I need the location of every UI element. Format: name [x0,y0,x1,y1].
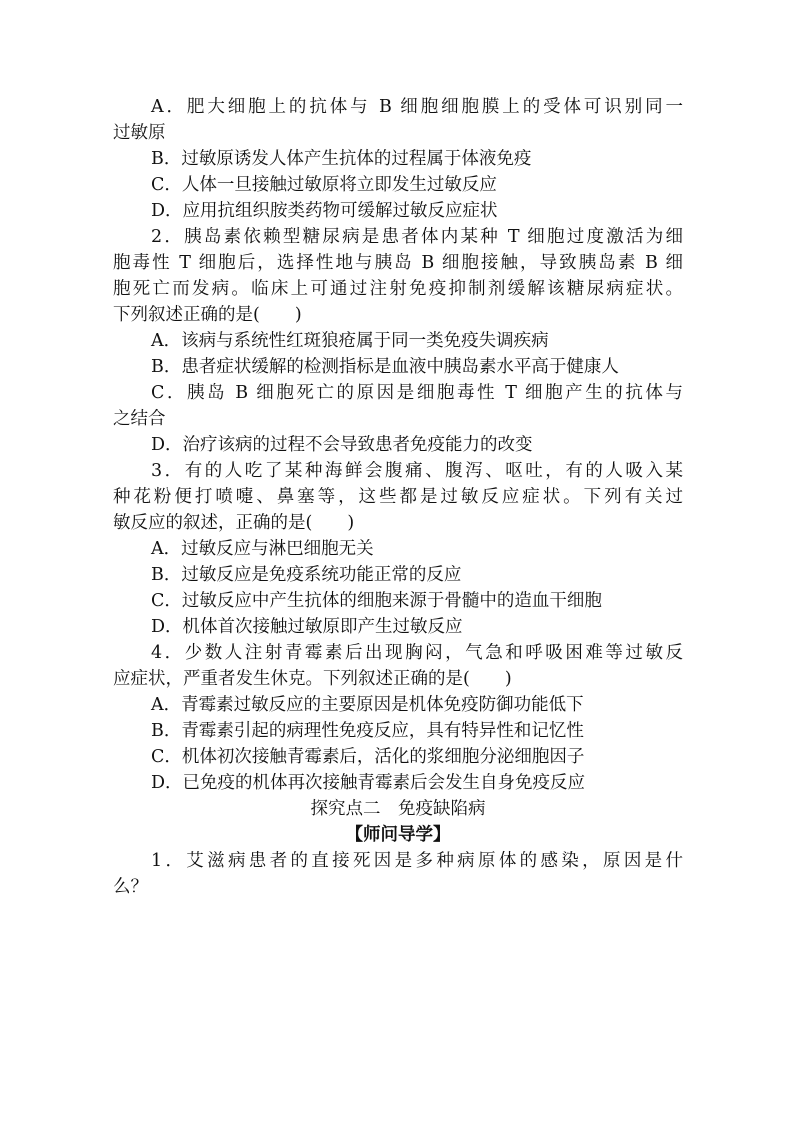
q2-stem-line3: 胞死亡而发病。临床上可通过注射免疫抑制剂缓解该糖尿病症状。 [113,279,683,299]
q2-option-c-line1: C．胰岛 B 细胞死亡的原因是细胞毒性 T 细胞产生的抗体与 [151,383,683,403]
guide-question-1-line2: 么？ [113,877,148,897]
q1-option-d: D．应用抗组织胺类药物可缓解过敏反应症状 [151,201,498,221]
q1-option-b: B．过敏原诱发人体产生抗体的过程属于体液免疫 [151,149,532,169]
q1-option-a-line2: 过敏原 [113,123,166,143]
q3-stem-line1: 3．有的人吃了某种海鲜会腹痛、腹泻、呕吐，有的人吸入某 [151,461,683,481]
q1-option-c: C．人体一旦接触过敏原将立即发生过敏反应 [151,175,497,195]
q2-stem-line2: 胞毒性 T 细胞后，选择性地与胰岛 B 细胞接触，导致胰岛素 B 细 [113,253,683,273]
section-title: 探究点二 免疫缺陷病 [310,799,486,819]
q2-option-d: D．治疗该病的过程不会导致患者免疫能力的改变 [151,435,533,455]
q1-option-a-line1: A．肥大细胞上的抗体与 B 细胞细胞膜上的受体可识别同一 [151,97,683,117]
q2-option-c-line2: 之结合 [113,409,166,429]
section-heading: 【师问导学】 [345,825,451,845]
document-content [113,94,683,900]
q3-option-c: C．过敏反应中产生抗体的细胞来源于骨髓中的造血干细胞 [151,591,602,611]
q4-stem-line2: 应症状，严重者发生休克。下列叙述正确的是( ) [113,669,512,689]
q3-stem-line3: 敏反应的叙述，正确的是( ) [113,513,355,533]
q4-option-b: B．青霉素引起的病理性免疫反应，具有特异性和记忆性 [151,721,584,741]
q4-option-c: C．机体初次接触青霉素后，活化的浆细胞分泌细胞因子 [151,747,585,767]
q2-option-b: B．患者症状缓解的检测指标是血液中胰岛素水平高于健康人 [151,357,619,377]
q3-option-d: D．机体首次接触过敏原即产生过敏反应 [151,617,463,637]
q2-stem-line4: 下列叙述正确的是( ) [113,305,302,325]
q3-option-a: A．过敏反应与淋巴细胞无关 [151,539,374,559]
guide-question-1-line1: 1．艾滋病患者的直接死因是多种病原体的感染，原因是什 [151,851,683,871]
q3-option-b: B．过敏反应是免疫系统功能正常的反应 [151,565,462,585]
q2-stem-line1: 2．胰岛素依赖型糖尿病是患者体内某种 T 细胞过度激活为细 [151,227,683,247]
q4-option-a: A．青霉素过敏反应的主要原因是机体免疫防御功能低下 [151,695,584,715]
q4-stem-line1: 4．少数人注射青霉素后出现胸闷，气急和呼吸困难等过敏反 [151,643,683,663]
q4-option-d: D．已免疫的机体再次接触青霉素后会发生自身免疫反应 [151,773,586,793]
q2-option-a: A．该病与系统性红斑狼疮属于同一类免疫失调疾病 [151,331,549,351]
q3-stem-line2: 种花粉便打喷嚏、鼻塞等，这些都是过敏反应症状。下列有关过 [113,487,683,507]
